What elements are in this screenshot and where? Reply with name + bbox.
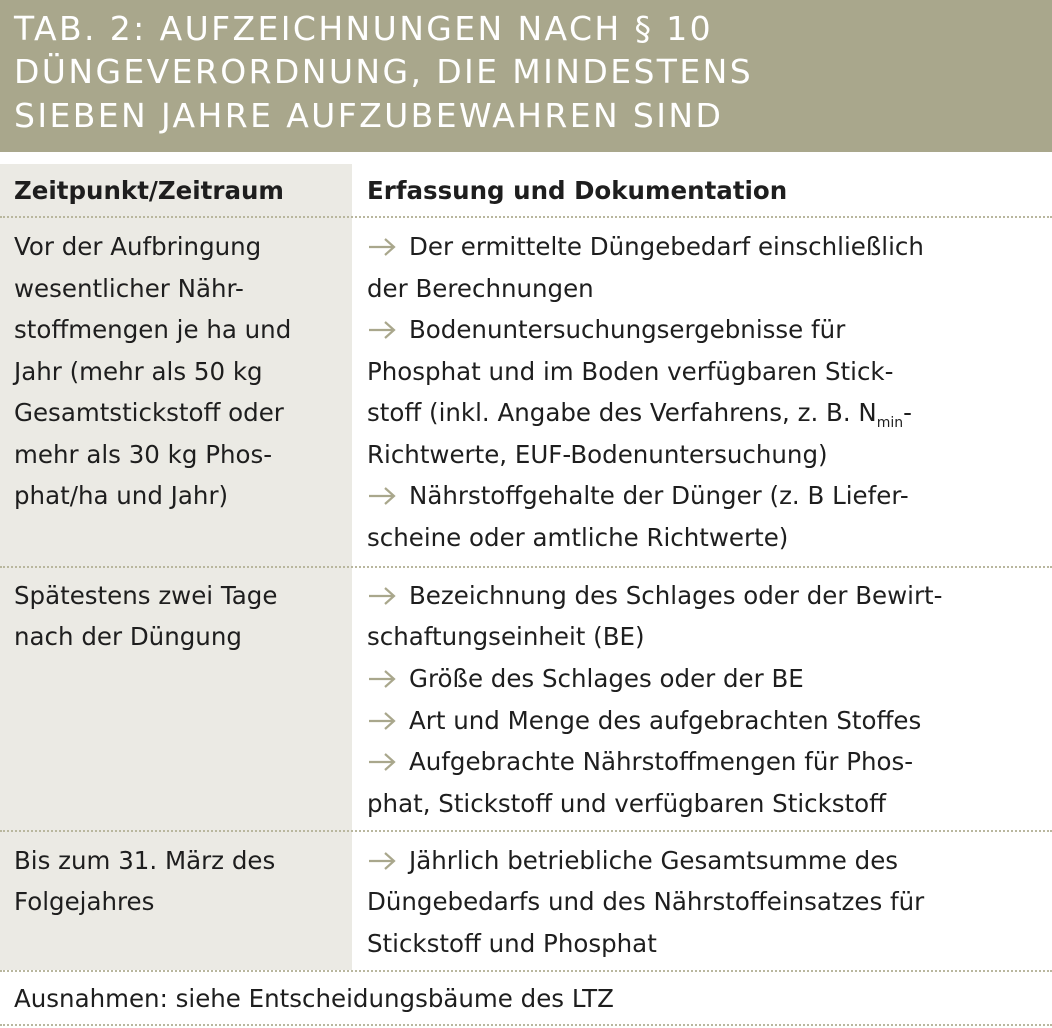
documentation-text: Jährlich betriebliche Gesamtsumme des bbox=[409, 846, 899, 875]
bottom-divider bbox=[0, 1024, 1052, 1026]
hyphen: - bbox=[903, 398, 912, 427]
documentation-continuation: Richtwerte, EUF-Bodenuntersuchung) bbox=[367, 440, 828, 469]
arrow-right-icon bbox=[367, 486, 397, 506]
documentation-continuation bbox=[367, 392, 912, 434]
timepoint-line: mehr als 30 kg Phos- bbox=[14, 440, 273, 469]
timepoint-line: phat/ha und Jahr) bbox=[14, 481, 229, 510]
timepoint-line: Gesamtstickstoff oder bbox=[14, 398, 284, 427]
arrow-right-icon bbox=[367, 752, 397, 772]
documentation-text: Aufgebrachte Nährstoffmengen für Phos- bbox=[409, 747, 914, 776]
documentation-continuation: schaftungseinheit (BE) bbox=[367, 622, 645, 651]
documentation-text: Nährstoffgehalte der Dünger (z. B Liefer- bbox=[409, 481, 909, 510]
documentation-continuation: Düngebedarfs und des Nährstoffeinsatzes für bbox=[367, 887, 925, 916]
arrow-right-icon bbox=[367, 711, 397, 731]
column-header-documentation: Erfassung und Dokumentation bbox=[367, 176, 788, 205]
arrow-right-icon bbox=[367, 851, 397, 871]
timepoint-line: wesentlicher Nähr- bbox=[14, 274, 244, 303]
nmin-subscript: min bbox=[876, 415, 904, 431]
documentation-item bbox=[367, 575, 942, 617]
table-title-line-2: DÜNGEVERORDNUNG, DIE MINDESTENS bbox=[14, 52, 754, 91]
arrow-right-icon bbox=[367, 586, 397, 606]
documentation-continuation: der Berechnungen bbox=[367, 274, 594, 303]
documentation-item bbox=[367, 700, 921, 742]
row-divider bbox=[0, 566, 1052, 568]
table-title-line-3: SIEBEN JAHRE AUFZUBEWAHREN SIND bbox=[14, 96, 724, 135]
documentation-text: Bodenuntersuchungsergebnisse für bbox=[409, 315, 846, 344]
documentation-continuation: phat, Stickstoff und verfügbaren Stickstoff bbox=[367, 789, 887, 818]
timepoint-line: Folgejahres bbox=[14, 887, 155, 916]
documentation-item bbox=[367, 309, 845, 351]
timepoint-line: Bis zum 31. März des bbox=[14, 846, 276, 875]
documentation-item bbox=[367, 226, 924, 268]
timepoint-line: stoffmengen je ha und bbox=[14, 315, 292, 344]
timepoint-line: nach der Düngung bbox=[14, 622, 242, 651]
arrow-right-icon bbox=[367, 669, 397, 689]
documentation-text: Art und Menge des aufgebrachten Stoffes bbox=[409, 706, 922, 735]
documentation-item bbox=[367, 475, 909, 517]
documentation-continuation: Phosphat und im Boden verfügbaren Stick- bbox=[367, 357, 894, 386]
arrow-right-icon bbox=[367, 320, 397, 340]
timepoint-line: Spätestens zwei Tage bbox=[14, 581, 278, 610]
arrow-right-icon bbox=[367, 237, 397, 257]
footer-note: Ausnahmen: siehe Entscheidungsbäume des LTZ bbox=[14, 984, 614, 1013]
row-divider bbox=[0, 830, 1052, 832]
documentation-text: stoff (inkl. Angabe des Verfahrens, z. B. N bbox=[367, 398, 877, 427]
header-divider bbox=[0, 216, 1052, 218]
documentation-text: Größe des Schlages oder der BE bbox=[409, 664, 804, 693]
row-divider bbox=[0, 970, 1052, 972]
table-title-line-1: TAB. 2: AUFZEICHNUNGEN NACH § 10 bbox=[14, 9, 714, 48]
documentation-item bbox=[367, 741, 913, 783]
documentation-text: Der ermittelte Düngebedarf einschließlich bbox=[409, 232, 924, 261]
documentation-item bbox=[367, 658, 804, 700]
timepoint-line: Jahr (mehr als 50 kg bbox=[14, 357, 263, 386]
documentation-item bbox=[367, 840, 898, 882]
documentation-text: Bezeichnung des Schlages oder der Bewirt- bbox=[409, 581, 943, 610]
table-title-band bbox=[0, 0, 1052, 152]
timepoint-line: Vor der Aufbringung bbox=[14, 232, 262, 261]
documentation-continuation: scheine oder amtliche Richtwerte) bbox=[367, 523, 789, 552]
column-header-timepoint: Zeitpunkt/Zeitraum bbox=[14, 176, 284, 205]
documentation-continuation: Stickstoff und Phosphat bbox=[367, 929, 657, 958]
